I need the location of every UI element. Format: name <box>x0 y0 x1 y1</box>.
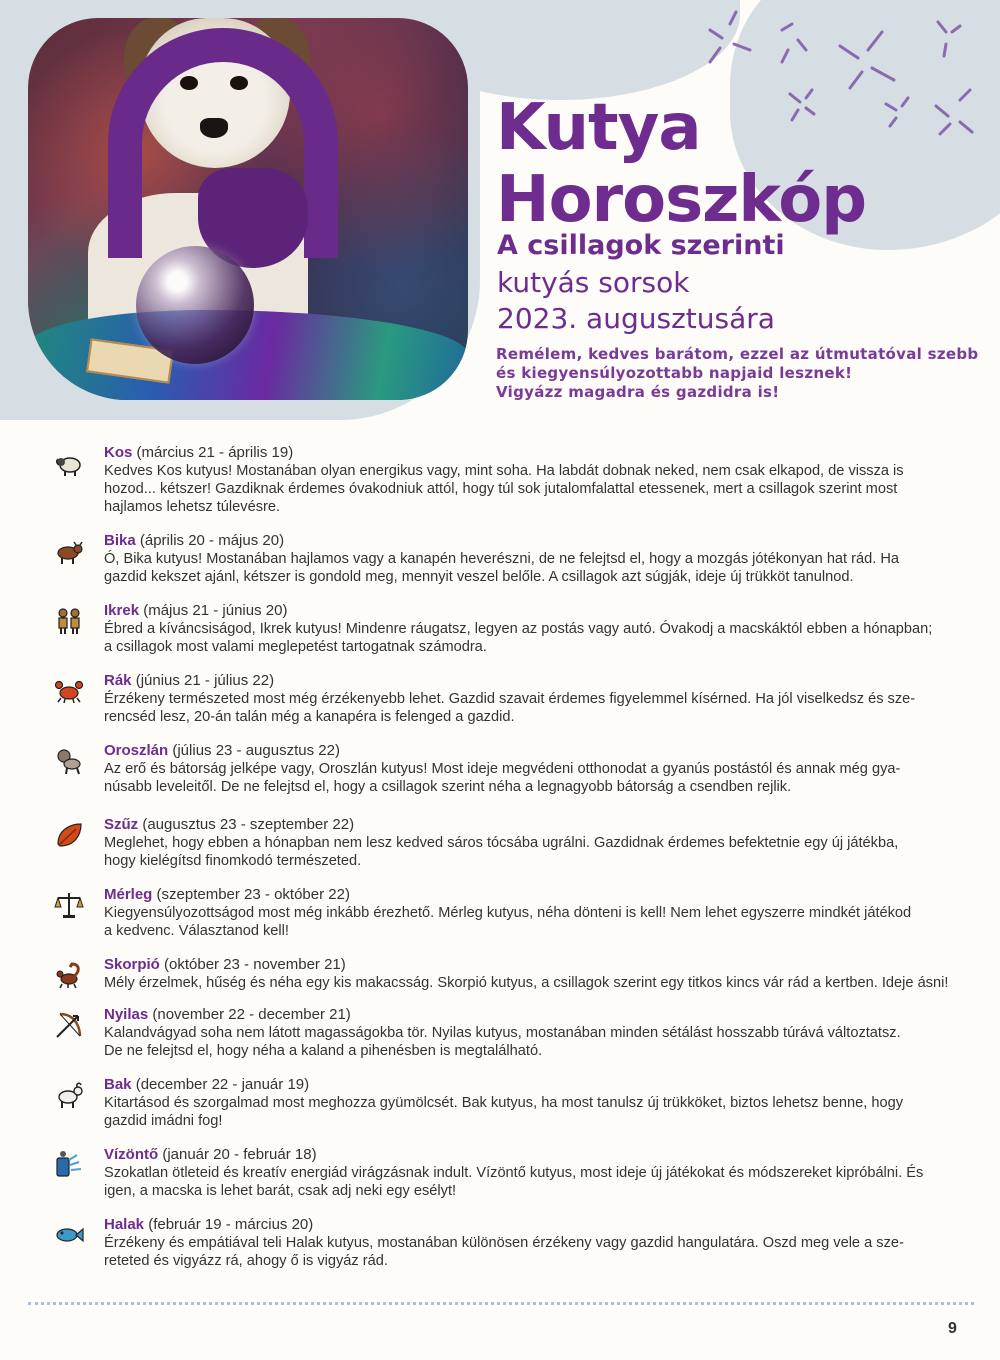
zodiac-sign-2 <box>54 602 1000 656</box>
zodiac-sign-1 <box>54 532 1000 586</box>
zodiac-sign-4 <box>54 742 1000 796</box>
sign-description <box>104 620 1000 656</box>
crab-icon <box>54 676 84 706</box>
sign-description-line: gazdid imádni fog! <box>104 1113 223 1129</box>
sign-dates: (augusztus 23 - szeptember 22) <box>138 816 355 833</box>
scales-icon <box>54 890 84 920</box>
bow-arrow-icon <box>54 1010 84 1040</box>
title-line-1: Kutya <box>496 91 701 165</box>
subtitle-line-3: 2023. augusztusára <box>497 302 775 335</box>
sign-description-line: Érzékeny természeted most még érzékenyebb lehet. Gazdid szavait érdemes figyelemmel kísérned. Ha jól viselkedsz és sze- <box>104 691 916 707</box>
zodiac-sign-5 <box>54 816 1000 870</box>
sign-description <box>104 1234 1000 1270</box>
zodiac-sign-10 <box>54 1146 1000 1200</box>
sign-description <box>104 690 1000 726</box>
sign-dates: (október 23 - november 21) <box>159 956 346 973</box>
sign-description-line: Mély érzelmek, hűség és néha egy kis makacsság. Skorpió kutyus, a csillagok szerint egy titkos kincs vár rád a kertben. Ideje ásni! <box>104 975 949 991</box>
twins-icon <box>54 606 84 636</box>
scorpion-icon <box>54 960 84 990</box>
sign-name: Oroszlán <box>104 742 169 759</box>
sign-dates: (július 23 - augusztus 22) <box>168 742 340 759</box>
sign-description <box>104 1164 1000 1200</box>
sign-heading <box>104 1076 1000 1094</box>
sign-description-line: rencséd lesz, 20-án talán még a kanapéra is felenged a gazdid. <box>104 709 515 725</box>
water-bearer-icon <box>54 1150 84 1180</box>
zodiac-sign-9 <box>54 1076 1000 1130</box>
sign-heading <box>104 444 1000 462</box>
sign-description-line: Érzékeny és empátiával teli Halak kutyus, mostanában különösen érzékeny vagy gazdid hangulatára. Oszd meg vele a sze- <box>104 1235 904 1251</box>
sign-description-line: De ne felejtsd el, hogy néha a kaland a pihenésben is megtalálható. <box>104 1043 543 1059</box>
intro-line: Remélem, kedves barátom, ezzel az útmutatóval szebb <box>496 345 979 363</box>
sign-description-line: Meglehet, hogy ebben a hónapban nem lesz kedved sáros tócsába ugrálni. Gazdidnak érdemes befektetnie egy új játékba, <box>104 835 899 851</box>
page-title <box>496 92 866 236</box>
sign-dates: (december 22 - január 19) <box>131 1076 310 1093</box>
goat-icon <box>54 1080 84 1110</box>
sign-description-line: Kedves Kos kutyus! Mostanában olyan energikus vagy, mint soha. Ha labdát dobnak neked, nem csak elkapod, de vissza is <box>104 463 904 479</box>
page-number: 9 <box>948 1320 957 1337</box>
sign-dates: (szeptember 23 - október 22) <box>152 886 350 903</box>
sign-heading <box>104 742 1000 760</box>
zodiac-sign-3 <box>54 672 1000 726</box>
sign-heading <box>104 886 1000 904</box>
sign-description <box>104 974 1000 992</box>
sign-description-line: igen, a macska is lehet barát, csak adj neki egy esélyt! <box>104 1183 457 1199</box>
sign-heading <box>104 956 1000 974</box>
sign-dates: (január 20 - február 18) <box>158 1146 317 1163</box>
zodiac-sign-6 <box>54 886 1000 940</box>
sign-description-line: Ébred a kíváncsiságod, Ikrek kutyus! Mindenre ráugatsz, legyen az postás vagy autó. Óvakodj a macskáktól ebben a hónapban; <box>104 621 933 637</box>
sign-description-line: Ó, Bika kutyus! Mostanában hajlamos vagy a kanapén heverészni, de ne felejtsd el, hogy a mozgás jótékonyan hat rád. Ha <box>104 551 900 567</box>
leaf-icon <box>54 820 84 850</box>
zodiac-sign-11 <box>54 1216 1000 1270</box>
lion-icon <box>54 746 84 776</box>
sign-description <box>104 1024 1000 1060</box>
sign-description-line: Kalandvágyad soha nem látott magasságokba tör. Nyilas kutyus, mostanában minden sétálást hosszabb túrává változtatsz. <box>104 1025 901 1041</box>
sign-name: Kos <box>104 444 133 461</box>
sign-heading <box>104 816 1000 834</box>
sign-heading <box>104 602 1000 620</box>
footer-divider <box>28 1302 974 1305</box>
sign-description-line: Az erő és bátorság jelképe vagy, Oroszlán kutyus! Most ideje megvédeni otthonodat a gyanús postástól és annak még gya- <box>104 761 901 777</box>
sign-heading <box>104 532 1000 550</box>
sign-description-line: a csillagok most valami meglepetést tartogatnak számodra. <box>104 639 487 655</box>
intro-line: és kiegyensúlyozottabb napjaid lesznek! <box>496 364 853 382</box>
sign-description <box>104 904 1000 940</box>
sign-heading <box>104 672 1000 690</box>
intro-line: Vigyázz magadra és gazdidra is! <box>496 383 780 401</box>
sign-name: Ikrek <box>104 602 140 619</box>
sign-dates: (április 20 - május 20) <box>135 532 285 549</box>
sign-description-line: Szokatlan ötleteid és kreatív energiád virágzásnak indult. Vízöntő kutyus, most ideje új játékokat és módszereket kipróbálni. És <box>104 1165 924 1181</box>
sign-name: Szűz <box>104 816 139 833</box>
sign-description-line: Kitartásod és szorgalmad most meghozza gyümölcsét. Bak kutyus, ha most tanulsz új trükköket, biztos lehetsz benne, hogy <box>104 1095 903 1111</box>
sign-description-line: Kiegyensúlyozottságod most még inkább érezhető. Mérleg kutyus, néha dönteni is kell! Nem lehet egyszerre mindkét játékod <box>104 905 912 921</box>
crystal-ball-image <box>136 246 254 364</box>
subtitle-line-1: A csillagok szerinti <box>497 230 785 261</box>
sign-description-line: gazdid kekszet ajánl, kétszer is gondold meg, mennyit veszel belőle. A csillagok azt súgják, ideje új trükköt tanulnod. <box>104 569 854 585</box>
sign-name: Nyilas <box>104 1006 149 1023</box>
sign-name: Mérleg <box>104 886 153 903</box>
sign-description-line: reteted és vigyázz rá, ahogy ő is vigyáz rád. <box>104 1253 388 1269</box>
sign-name: Bak <box>104 1076 132 1093</box>
sign-description-line: hogy kielégítsd finomkodó természeted. <box>104 853 362 869</box>
sign-name: Rák <box>104 672 132 689</box>
sign-description <box>104 760 1000 796</box>
sign-dates: (március 21 - április 19) <box>132 444 294 461</box>
sign-description-line: a kedvenc. Választanod kell! <box>104 923 289 939</box>
sign-dates: (november 22 - december 21) <box>148 1006 351 1023</box>
fish-icon <box>54 1220 84 1250</box>
subtitle-line-2: kutyás sorsok <box>497 266 690 299</box>
sign-description <box>104 462 1000 516</box>
zodiac-sign-0 <box>54 444 1000 516</box>
sign-name: Halak <box>104 1216 145 1233</box>
title-line-2: Horoszkóp <box>496 163 867 237</box>
sign-description-line: hozod... kétszer! Gazdiknak érdemes óvakodniuk attól, hogy túl sok jutalomfalattal etessenek, mert a csillagok szerint most <box>104 481 898 497</box>
intro-text <box>496 345 979 402</box>
dog-fortune-teller-photo <box>28 18 468 400</box>
sign-name: Bika <box>104 532 136 549</box>
zodiac-sign-8 <box>54 1006 1000 1060</box>
sign-description-line: núsabb leveleitől. De ne felejtsd el, hogy a csillagok szerint néha a legnagyobb bátorság a csendben rejlik. <box>104 779 792 795</box>
sign-dates: (február 19 - március 20) <box>144 1216 314 1233</box>
ram-icon <box>54 448 84 478</box>
bull-icon <box>54 536 84 566</box>
sign-heading <box>104 1146 1000 1164</box>
sign-dates: (június 21 - július 22) <box>131 672 275 689</box>
sign-description <box>104 834 1000 870</box>
sign-name: Vízöntő <box>104 1146 159 1163</box>
sign-description <box>104 1094 1000 1130</box>
sign-description-line: hajlamos lehetsz túlevésre. <box>104 499 281 515</box>
sign-description <box>104 550 1000 586</box>
zodiac-sign-7 <box>54 956 1000 992</box>
sign-dates: (május 21 - június 20) <box>139 602 288 619</box>
sign-heading <box>104 1006 1000 1024</box>
sign-name: Skorpió <box>104 956 160 973</box>
sign-heading <box>104 1216 1000 1234</box>
